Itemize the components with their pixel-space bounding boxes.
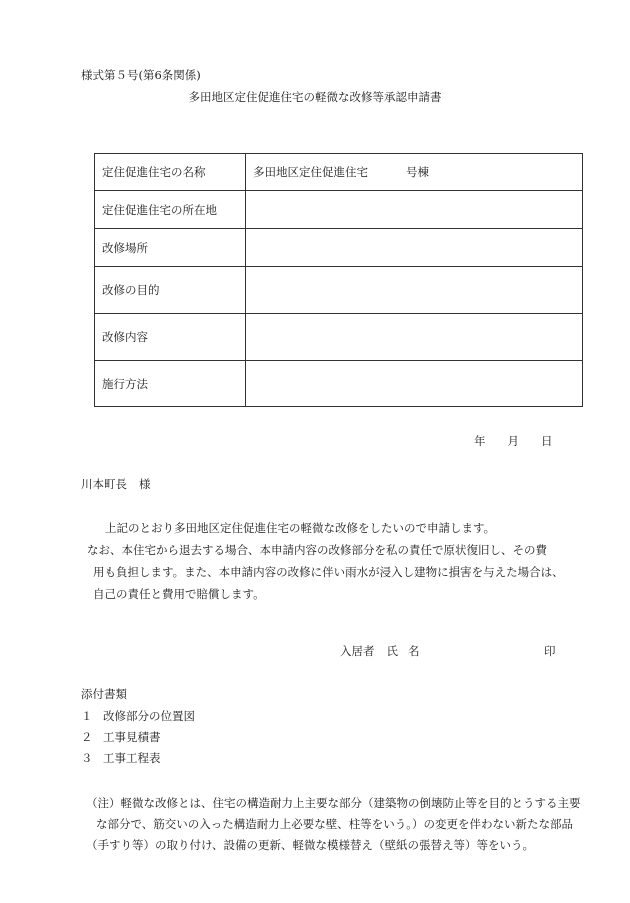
table-row [95,361,583,407]
table-row [95,229,583,267]
row-label: 改修内容 [95,314,246,361]
housing-name-field[interactable] [246,154,583,191]
list-item [81,708,195,724]
table-row [95,191,583,229]
application-table [94,153,583,407]
row-label: 改修場所 [95,229,246,267]
list-item [81,729,161,745]
renovation-purpose-field[interactable] [246,267,583,314]
row-label: 施行方法 [95,361,246,407]
note-line: な部分で、筋交いの入った構造耐力上必要な壁、柱等をいう。）の変更を伴わない新たな部品 [96,817,574,831]
construction-method-field[interactable] [246,361,583,407]
body-text [81,517,591,605]
table-row [95,154,583,191]
name-label-1: 氏 [386,644,398,658]
body-line: なお、本住宅から退去する場合、本申請内容の改修部分を私の責任で原状復旧し、その費 [87,543,547,557]
body-paragraph-1: 上記のとおり多田地区定住促進住宅の軽微な改修をしたいので申請します。 [105,521,496,535]
name-label-2: 名 [408,644,420,658]
note-line: （注）軽微な改修とは、住宅の構造耐力上主要な部分（建築物の倒壊防止等を目的とうする主要 [86,796,581,810]
date-line [474,433,553,449]
body-paragraph-2 [81,539,591,605]
row-label: 定住促進住宅の名称 [95,154,246,191]
housing-name-prefix: 多田地区定住促進住宅 [253,165,368,179]
addressee [81,476,151,492]
item-number: ３ [81,751,93,765]
applicant-line [340,643,420,659]
note-block [86,793,596,856]
page-title: 多田地区定住促進住宅の軽微な改修等承認申請書 [188,90,442,104]
form-number: 様式第５号(第6条関係) [81,68,201,82]
applicant-label: 入居者 [340,644,375,658]
item-text: 工事工程表 [103,751,161,765]
attachments-title: 添付書類 [81,687,127,701]
item-number: ２ [81,730,93,744]
table-row [95,267,583,314]
row-label: 定住促進住宅の所在地 [95,191,246,229]
body-line: 用も負担します。また、本申請内容の改修に伴い雨水が浸入し建物に損害を与えた場合は、 [93,565,564,579]
body-line: 自己の責任と費用で賠償します。 [93,587,265,601]
date-month: 月 [507,434,519,448]
note-line: （手すり等）の取り付け、設備の更新、軽微な模様替え（壁紙の張替え等）等をいう。 [86,838,535,852]
item-number: １ [81,709,93,723]
addressee-name: 川本町長 [81,477,127,491]
renovation-content-field[interactable] [246,314,583,361]
seal-mark: 印 [544,644,556,658]
table-row [95,314,583,361]
addressee-honorific: 様 [139,477,151,491]
list-item [81,750,161,766]
date-day: 日 [541,434,553,448]
building-number-suffix: 号棟 [406,165,429,179]
item-text: 改修部分の位置図 [103,709,195,723]
row-label: 改修の目的 [95,267,246,314]
date-year: 年 [474,434,486,448]
housing-address-field[interactable] [246,191,583,229]
renovation-location-field[interactable] [246,229,583,267]
item-text: 工事見積書 [103,730,161,744]
